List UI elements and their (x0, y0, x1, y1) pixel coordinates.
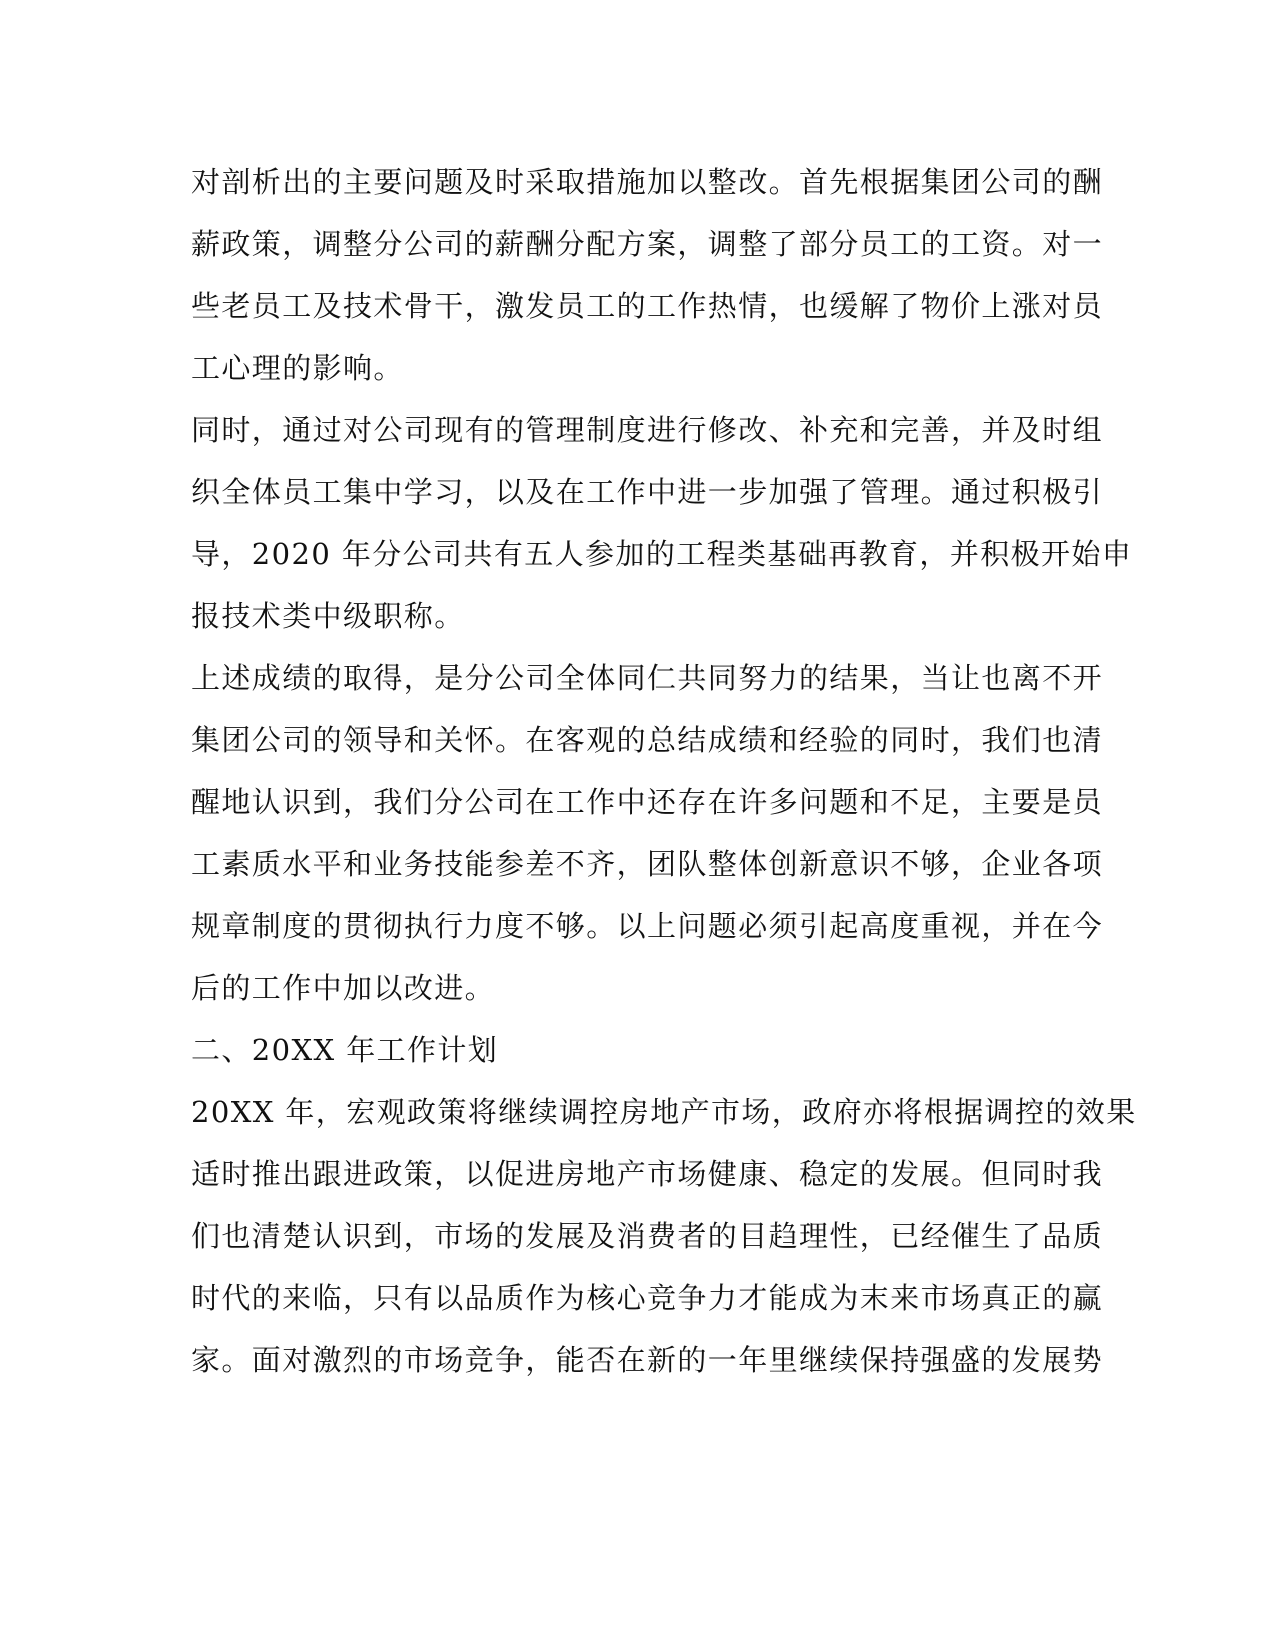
paragraph-line-18: 们也清楚认识到，市场的发展及消费者的目趋理性，已经催生了品质 (191, 1219, 1104, 1253)
paragraph-line-3: 些老员工及技术骨干，激发员工的工作热情，也缓解了物价上涨对员 (191, 289, 1104, 323)
paragraph-line-8: 报技术类中级职称。 (191, 599, 465, 633)
paragraph-line-5: 同时，通过对公司现有的管理制度进行修改、补充和完善，并及时组 (191, 413, 1104, 447)
paragraph-line-12: 工素质水平和业务技能参差不齐，团队整体创新意识不够，企业各项 (191, 847, 1104, 881)
paragraph-line-19: 时代的来临，只有以品质作为核心竞争力才能成为末来市场真正的赢 (191, 1281, 1104, 1315)
paragraph-line-6: 织全体员工集中学习，以及在工作中进一步加强了管理。通过积极引 (191, 475, 1104, 509)
paragraph-line-20: 家。面对激烈的市场竞争，能否在新的一年里继续保持强盛的发展势 (191, 1343, 1104, 1377)
paragraph-line-11: 醒地认识到，我们分公司在工作中还存在许多问题和不足，主要是员 (191, 785, 1104, 819)
paragraph-line-14: 后的工作中加以改进。 (191, 971, 496, 1005)
paragraph-line-16: 20XX 年，宏观政策将继续调控房地产市场，政府亦将根据调控的效果 (191, 1095, 1137, 1129)
paragraph-line-4: 工心理的影响。 (191, 351, 404, 385)
paragraph-line-7: 导，2020 年分公司共有五人参加的工程类基础再教育，并积极开始申 (191, 537, 1133, 571)
paragraph-line-2: 薪政策，调整分公司的薪酬分配方案，调整了部分员工的工资。对一 (191, 227, 1104, 261)
paragraph-line-13: 规章制度的贯彻执行力度不够。以上问题必须引起高度重视，并在今 (191, 909, 1104, 943)
paragraph-line-10: 集团公司的领导和关怀。在客观的总结成绩和经验的同时，我们也清 (191, 723, 1104, 757)
section-heading: 二、20XX 年工作计划 (191, 1033, 499, 1067)
paragraph-line-17: 适时推出跟进政策，以促进房地产市场健康、稳定的发展。但同时我 (191, 1157, 1104, 1191)
paragraph-line-9: 上述成绩的取得，是分公司全体同仁共同努力的结果，当让也离不开 (191, 661, 1104, 695)
paragraph-line-1: 对剖析出的主要问题及时采取措施加以整改。首先根据集团公司的酬 (191, 165, 1104, 199)
